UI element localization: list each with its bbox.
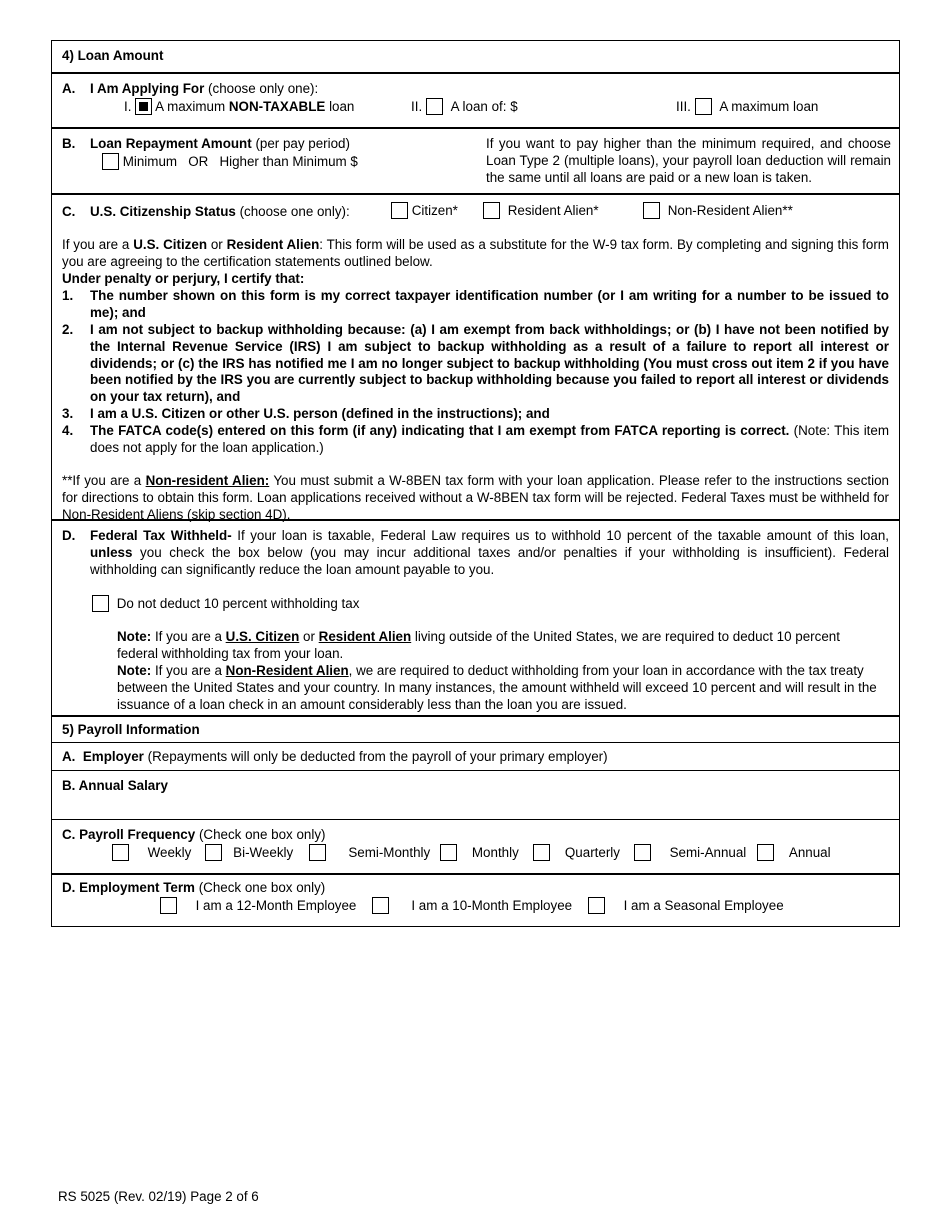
twelve-month-checkbox[interactable] (160, 897, 177, 914)
non-resident-alien-notice: **If you are a Non-resident Alien: You must submit a W-8BEN tax form with your loan application. Please refer to the instructions section for directions to obtain this form. Loan applications received without a W-8BEN tax form will be rejected. Federal Taxes must be withheld for Non-Resident Aliens (skip section 4D). (62, 473, 889, 522)
citizenship-row: C. U.S. Citizenship Status (choose one only): Citizen* Resident Alien* Non-Resident Alien** If you are a U.S. Citizen or Resident Alien: This form will be used as a substitute for the W-9 tax form. By completing and signing this form you are agreeing to the certification statements outlined below. Under penalty or perjury, I certify that: 1. The number shown on this form is my correct taxpayer identification number (or I am writing for a number to be issued to me); and 2. I am not subject to backup withholding because: (a) I am exempt from back withholdings; or (b) I have not been notified by the Internal Revenue Service (IRS) I am subject to backup withholding as a result of a failure to report all interest or dividends; or (c) the IRS has notified me I am no longer subject to backup withholding (You must cross out item 2 if you have been notified by the IRS you are currently subject to backup withholding because you failed to report all interest or dividends on your tax return), and 3. I am a U.S. Citizen or other U.S. person (defined in the instructions); and 4. The FATCA code(s) entered on this form (if any) indicating that I am exempt from FATCA reporting is correct. (Note: This item does not apply for the loan application.) **If you are a Non-resident Alien: You must submit a W-8BEN tax form with your loan application. Please refer to the instructions section for directions to obtain this form. Loan applications received without a W-8BEN tax form will be rejected. Federal Taxes must be withheld for Non-Resident Aliens (skip section 4D). (52, 195, 899, 521)
bi-weekly-checkbox[interactable] (205, 844, 222, 861)
page-footer: RS 5025 (Rev. 02/19) Page 2 of 6 (58, 1189, 259, 1204)
withholding-note-1: Note: If you are a U.S. Citizen or Resident Alien living outside of the United States, we are required to deduct 10 percent federal withholding tax from your loan. (117, 629, 840, 661)
weekly-checkbox[interactable] (112, 844, 129, 861)
item-letter: A. (62, 81, 76, 96)
withholding-text: Federal Tax Withheld- If your loan is taxable, Federal Law requires us to withhold 10 percent of the taxable amount of this loan, unless you check the box below (you may incur additional taxes and/or penalties if your withholding is insufficient). Federal withholding can significantly reduce the loan amount payable to you. (90, 528, 889, 577)
roman-numeral: III. (676, 99, 691, 114)
field-note: (choose only one): (208, 81, 319, 96)
penalty-statement: Under penalty or perjury, I certify that: (62, 271, 305, 286)
frequency-monthly: Monthly (440, 844, 519, 862)
employer-label: A. Employer (Repayments will only be deducted from the payroll of your primary employer) (62, 749, 608, 764)
frequency-semi-annual: Semi-Annual (634, 844, 746, 862)
option-citizen: Citizen* (391, 202, 458, 220)
employer-row (52, 743, 899, 771)
annual-checkbox[interactable] (757, 844, 774, 861)
resident-alien-checkbox[interactable] (483, 202, 500, 219)
repayment-label: Loan Repayment Amount (per pay period) (90, 136, 350, 151)
frequency-quarterly: Quarterly (533, 844, 620, 862)
repayment-row (52, 129, 899, 195)
loan-application-form (51, 40, 900, 927)
repayment-info: If you want to pay higher than the minimum required, and choose Loan Type 2 (multiple loans), your payroll loan deduction will remain the same until all loans are paid or a new loan is taken. (486, 136, 891, 185)
option-max-nontaxable: I. A maximum NON-TAXABLE loan (124, 99, 355, 114)
quarterly-checkbox[interactable] (533, 844, 550, 861)
employment-term-row (52, 875, 899, 926)
section-heading: 4) Loan Amount (62, 48, 164, 63)
repayment-options: Minimum OR Higher than Minimum $ (102, 153, 358, 171)
item-letter: D. (62, 528, 76, 543)
section-loan-amount-header (52, 41, 899, 74)
citizen-checkbox[interactable] (391, 202, 408, 219)
frequency-weekly: Weekly (112, 844, 191, 862)
loan-type-question (90, 81, 318, 98)
semi-annual-checkbox[interactable] (634, 844, 651, 861)
non-resident-alien-checkbox[interactable] (643, 202, 660, 219)
term-12-month: I am a 12-Month Employee (160, 897, 356, 915)
annual-salary-row[interactable] (52, 771, 899, 820)
section-heading: 5) Payroll Information (62, 722, 200, 737)
semi-monthly-checkbox[interactable] (309, 844, 326, 861)
citizenship-intro: If you are a U.S. Citizen or Resident Alien: This form will be used as a substitute for the W-9 tax form. By completing and signing this form you are agreeing to the certification statements outlined below. (62, 237, 889, 269)
roman-numeral: I. (124, 99, 132, 114)
citizenship-label: U.S. Citizenship Status (choose one only): (90, 204, 350, 219)
certification-item-3: I am a U.S. Citizen or other U.S. person (defined in the instructions); and (90, 406, 550, 421)
repayment-checkbox[interactable] (102, 153, 119, 170)
item-letter: C. (62, 204, 76, 219)
certification-item-2: I am not subject to backup withholding because: (a) I am exempt from back withholdings; or (b) I have not been notified by the Internal Revenue Service (IRS) I am subject to backup withholding as a result of a failure to report all interest or dividends; or (c) the IRS has notified me I am no longer subject to backup withholding (You must cross out item 2 if you have been notified by the IRS you are currently subject to backup withholding because you failed to report all interest or dividends on your tax return), and (90, 322, 889, 404)
no-withholding-option: Do not deduct 10 percent withholding tax (92, 595, 359, 613)
field-label: I Am Applying For (90, 81, 205, 96)
no-withholding-checkbox[interactable] (92, 595, 109, 612)
frequency-semi-monthly: Semi-Monthly (309, 844, 430, 862)
item-letter: B. (62, 136, 76, 151)
employment-term-label: D. Employment Term (Check one box only) (62, 880, 326, 895)
frequency-annual: Annual (757, 844, 831, 862)
option-max-loan: III. A maximum loan (676, 99, 819, 114)
option-loan-of: II. A loan of: $ (411, 99, 518, 114)
payroll-frequency-row (52, 820, 899, 875)
loan-of-checkbox[interactable] (426, 98, 443, 115)
payroll-frequency-label: C. Payroll Frequency (Check one box only) (62, 827, 326, 842)
option-non-resident-alien: Non-Resident Alien** (643, 202, 793, 220)
certification-item-4: The FATCA code(s) entered on this form (if any) indicating that I am exempt from FATCA reporting is correct. (Note: This item does not apply for the loan application.) (90, 423, 890, 455)
ten-month-checkbox[interactable] (372, 897, 389, 914)
withholding-note-2: Note: If you are a Non-Resident Alien, we are required to deduct withholding from your loan in accordance with the tax treaty between the United States and your country. In many instances, the amount withheld will exceed 10 percent and will result in the issuance of a loan check in an amount considerably less than the loan you are issued. (117, 663, 877, 712)
annual-salary-label: B. Annual Salary (62, 778, 168, 793)
term-seasonal: I am a Seasonal Employee (588, 897, 784, 915)
term-10-month: I am a 10-Month Employee (372, 897, 572, 915)
roman-numeral: II. (411, 99, 423, 114)
monthly-checkbox[interactable] (440, 844, 457, 861)
seasonal-checkbox[interactable] (588, 897, 605, 914)
section-payroll-header (52, 717, 899, 743)
withholding-row (52, 521, 899, 717)
frequency-bi-weekly: Bi-Weekly (205, 844, 293, 862)
max-loan-checkbox[interactable] (695, 98, 712, 115)
loan-type-row (52, 74, 899, 129)
option-resident-alien: Resident Alien* (483, 202, 599, 220)
max-nontaxable-checkbox[interactable] (135, 98, 152, 115)
certification-item-1: The number shown on this form is my correct taxpayer identification number (or I am writing for a number to be issued to me); and (90, 288, 889, 320)
